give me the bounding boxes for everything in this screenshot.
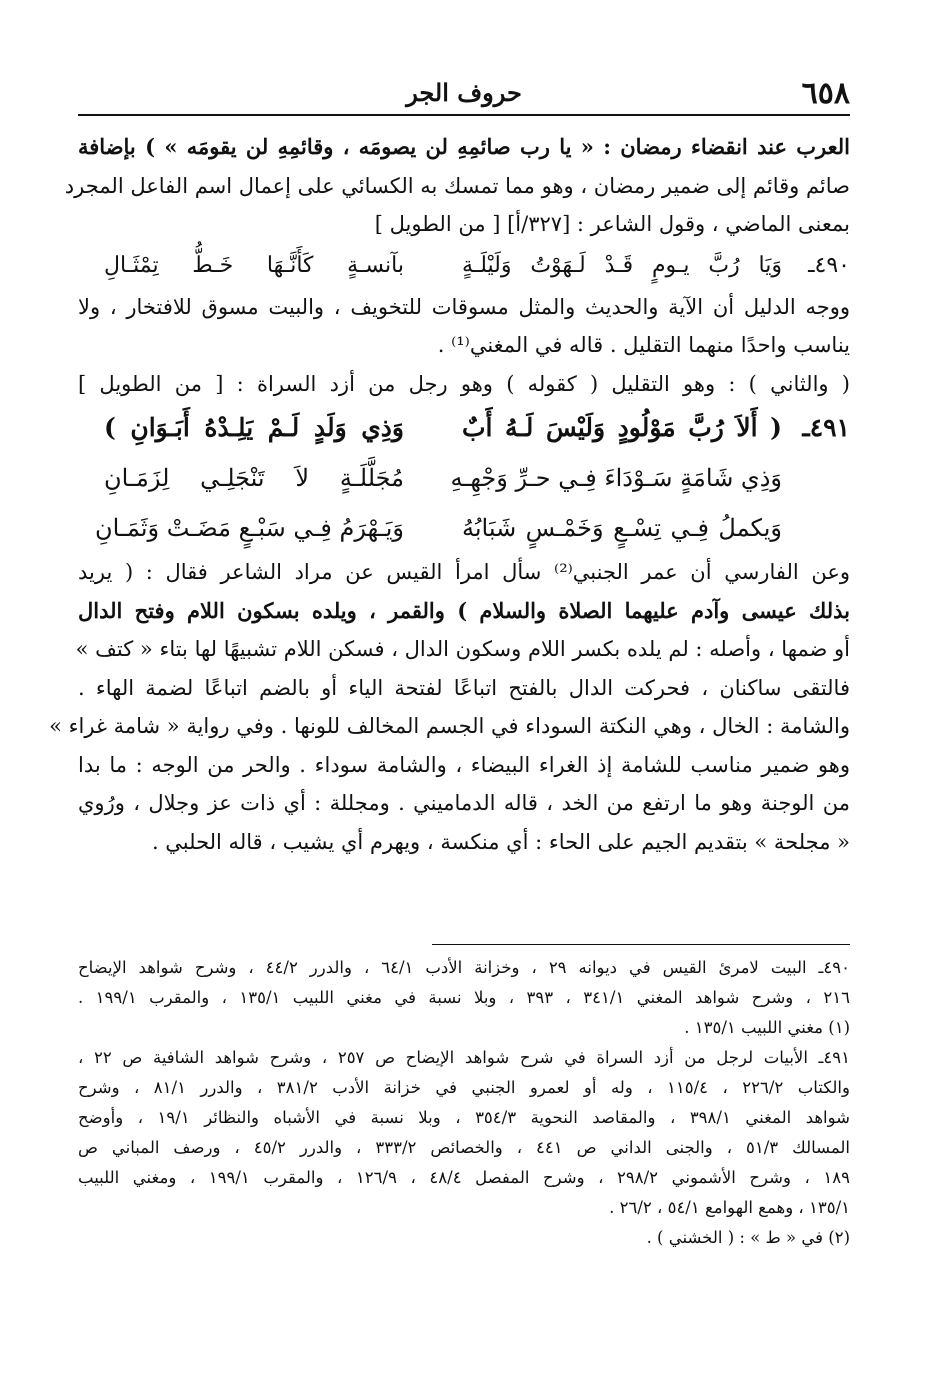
footnote-rule xyxy=(432,944,850,945)
text-line: صائم وقائم إلى ضمير رمضان ، وهو مما تمسك به الكسائي على إعمال اسم الفاعل المجرد xyxy=(64,173,850,198)
text-line: ( والثاني ) : وهو التقليل ( كقوله ) وهو رجل من أزد السراة : [ من الطويل ] xyxy=(78,371,850,396)
first-hemistich: وَيَا رُبَّ يـومٍ قَـدْ لَـهَوْتُ وَلَيْلَـةٍ xyxy=(462,252,782,278)
running-title: حروف الجر xyxy=(406,78,522,107)
footnote-line: ٤٩٠ـ البيت لامرئ القيس في ديوانه ٢٩ ، وخزانة الأدب ٦٤/١ ، والدرر ٤٤/٢ ، وشرح شواهد الإيضاح xyxy=(78,958,850,977)
text-line: بذلك عيسى وآدم عليهما الصلاة والسلام ) والقمر ، ويلده بسكون اللام وفتح الدال xyxy=(78,597,850,623)
footnote-line: والكتاب ٢٢٦/٢ ، ١١٥/٤ ، وله أو لعمرو الجنبي في خزانة الأدب ٣٨١/٢ ، والدرر ٨١/١ ، وشرح xyxy=(78,1078,850,1097)
text-line: أو ضمها ، وأصله : لم يلده بكسر اللام وسكون الدال ، فسكن اللام تشبيهًا لها بتاء « كتف » xyxy=(75,637,850,661)
first-hemistich: وَيكملُ فِـي تِسْـعٍ وَخَمْـسٍ شَبَابُهُ xyxy=(462,514,782,542)
text-line: « مجلحة » بتقديم الجيم على الحاء : أي منكسة ، ويهرم أي يشيب ، قاله الحلبي . xyxy=(151,829,850,854)
footnote-line: ١٣٥/١ ، وهمع الهوامع ٥٤/١ ، ٢٦/٢ . xyxy=(609,1198,850,1217)
text-line: فالتقى ساكنان ، فحركت الدال بالفتح اتباعًا لفتحة الياء أو بالضم اتباعًا لضمة الهاء . xyxy=(78,675,850,700)
verse-491 xyxy=(78,403,850,453)
second-hemistich: وَذِي وَلَدٍ لَـمْ يَلِـدْهُ أَبَـوَانِ ) xyxy=(104,413,404,442)
verse-491-line-2 xyxy=(78,453,850,503)
verse-491-line-3 xyxy=(78,503,850,553)
text-line: بمعنى الماضي ، وقول الشاعر : [٣٢٧/أ] [ من الطويل ] xyxy=(374,212,850,236)
header-rule xyxy=(78,114,850,116)
text-line: يناسب واحدًا منهما التقليل . قاله في المغني⁽¹⁾ . xyxy=(437,333,850,357)
text-line: والشامة : الخال ، وهي النكتة السوداء في الجسم المخالف للونها . وفي رواية « شامة غراء » xyxy=(49,714,850,738)
footnote-line: (٢) في « ط » : ( الخشني ) . xyxy=(646,1228,850,1247)
first-hemistich: وَذِي شَامَةٍ سَـوْدَاءَ فِـي حـرِّ وَجْهِـهِ xyxy=(450,464,782,492)
footnote-line: شواهد المغني ٣٩٨/١ ، والمقاصد النحوية ٣٥٤/٣ ، وبلا نسبة في الأشباه والنظائر ١٩/١ ، وأوضح xyxy=(78,1108,850,1127)
footnote-line: ١٨٩ ، وشرح الأشموني ٢٩٨/٢ ، وشرح المفصل ٤٨/٤ ، ١٢٦/٩ ، والمقرب ١٩٩/١ ، ومغني اللبيب xyxy=(78,1168,850,1187)
footnotes xyxy=(78,953,850,1253)
text-line: العرب عند انقضاء رمضان : « يا رب صائمِهِ لن يصومَه ، وقائمِهِ لن يقومَه » ) بإضافة xyxy=(78,134,850,159)
footnote-line: المسالك ٥١/٣ ، والجنى الداني ص ٤٤١ ، والخصائص ٣٣٣/٢ ، والدرر ٤٥/٢ ، ورصف المباني ص xyxy=(78,1138,850,1157)
text-line: وعن الفارسي أن عمر الجنبي⁽²⁾ سأل امرأ القيس عن مراد الشاعر فقال : ( يريد xyxy=(78,560,850,584)
text-line: ووجه الدليل أن الآية والحديث والمثل مسوقات للتخويف ، والبيت مسوق للافتخار ، ولا xyxy=(78,294,850,319)
page-header xyxy=(78,72,850,112)
text-line: من الوجنة وهو ما ارتفع من الخد ، قاله الدماميني . ومجللة : أي ذات عز وجلال ، ورُوي xyxy=(78,791,850,815)
footnote-line: ٢١٦ ، وشرح شواهد المغني ٣٤١/١ ، ٣٩٣ ، وبلا نسبة في مغني اللبيب ١٣٥/١ ، والمقرب ١٩٩/١ . xyxy=(78,988,850,1007)
verse-number: ٤٩٠ـ xyxy=(808,252,850,278)
second-hemistich: بآنسـةٍ كَأَنَّـهَا خَـطُّ تِمْثَـالِ xyxy=(104,252,404,278)
text-line: وهو ضمير مناسب للشامة إذ الغراء البيضاء ، والشامة سوداء . والحر من الوجه : ما بدا xyxy=(78,752,850,777)
footnote-line: ٤٩١ـ الأبيات لرجل من أزد السراة في شرح شواهد الإيضاح ص ٢٥٧ ، وشرح شواهد الشافية ص ٢٢ ، xyxy=(78,1048,850,1067)
verse-number: ٤٩١ـ xyxy=(802,413,850,442)
main-text xyxy=(49,128,850,861)
verse-490 xyxy=(78,244,850,288)
first-hemistich: ( أَلاَ رُبَّ مَوْلُودٍ وَلَيْسَ لَـهُ أَبٌ xyxy=(462,413,782,442)
footnote-line: (١) مغني اللبيب ١٣٥/١ . xyxy=(684,1018,850,1037)
second-hemistich: وَيَـهْرَمُ فِـي سَبْـعٍ مَضَـتْ وَثَمَـانِ xyxy=(94,514,404,542)
second-hemistich: مُجَلَّلَـةٍ لاَ تَنْجَلِـي لِزَمَـانِ xyxy=(104,464,404,492)
page-number: ٦٥٨ xyxy=(801,76,850,111)
